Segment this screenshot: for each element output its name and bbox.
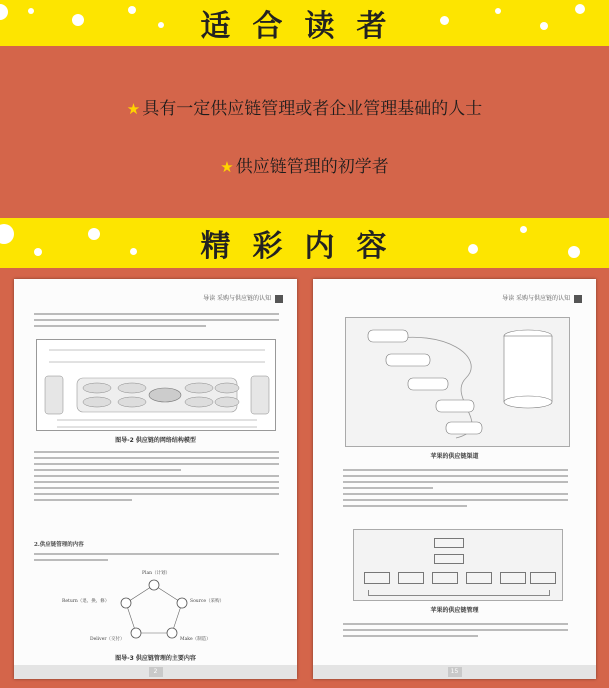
body-text [343, 619, 568, 641]
body-text [34, 549, 279, 565]
figure-caption: 苹果的供应链管理 [430, 607, 479, 614]
reader-item: ★ 具有一定供应链管理或者企业管理基础的人士 [126, 99, 483, 119]
figure-caption: 苹果的供应链渠道 [430, 453, 479, 460]
channel-diagram [346, 318, 571, 448]
scor-diagram [54, 571, 254, 651]
running-head: 导读 采购与供应链的认知 [502, 293, 582, 303]
apple-channel-figure [345, 317, 570, 447]
book-page-right [313, 279, 596, 679]
readers-section [0, 46, 609, 218]
running-head: 导读 采购与供应链的认知 [203, 293, 283, 303]
figure-caption: 图导-2 供应链的网络结构模型 [115, 437, 196, 444]
scor-node-return: Return（退、换、修） [62, 599, 110, 604]
section-title-highlights: 精彩内容 [200, 229, 409, 264]
scor-node-make: Make（制造） [180, 637, 211, 642]
scor-node-plan: Plan（计划） [142, 571, 171, 576]
apple-scm-figure [353, 529, 563, 601]
body-text [34, 309, 279, 331]
figure-caption: 图导-3 供应链管理的主要内容 [115, 655, 196, 662]
star-icon: ★ [126, 100, 141, 118]
section-title-readers: 适合读者 [200, 9, 409, 44]
body-text [34, 447, 279, 505]
page-number: 15 [448, 667, 462, 677]
scor-node-source: Source（采购） [190, 599, 225, 604]
body-text [343, 465, 568, 511]
scor-node-deliver: Deliver（交付） [90, 637, 125, 642]
header-band-highlights [0, 218, 609, 268]
page-number: 2 [149, 667, 163, 677]
header-band-readers [0, 0, 609, 46]
section-heading: 2.供应链管理的内容 [34, 542, 84, 548]
supply-chain-figure [36, 339, 276, 431]
network-diagram [37, 340, 277, 432]
reader-item: ★ 供应链管理的初学者 [220, 157, 389, 177]
star-icon: ★ [220, 158, 234, 176]
book-page-left [14, 279, 297, 679]
